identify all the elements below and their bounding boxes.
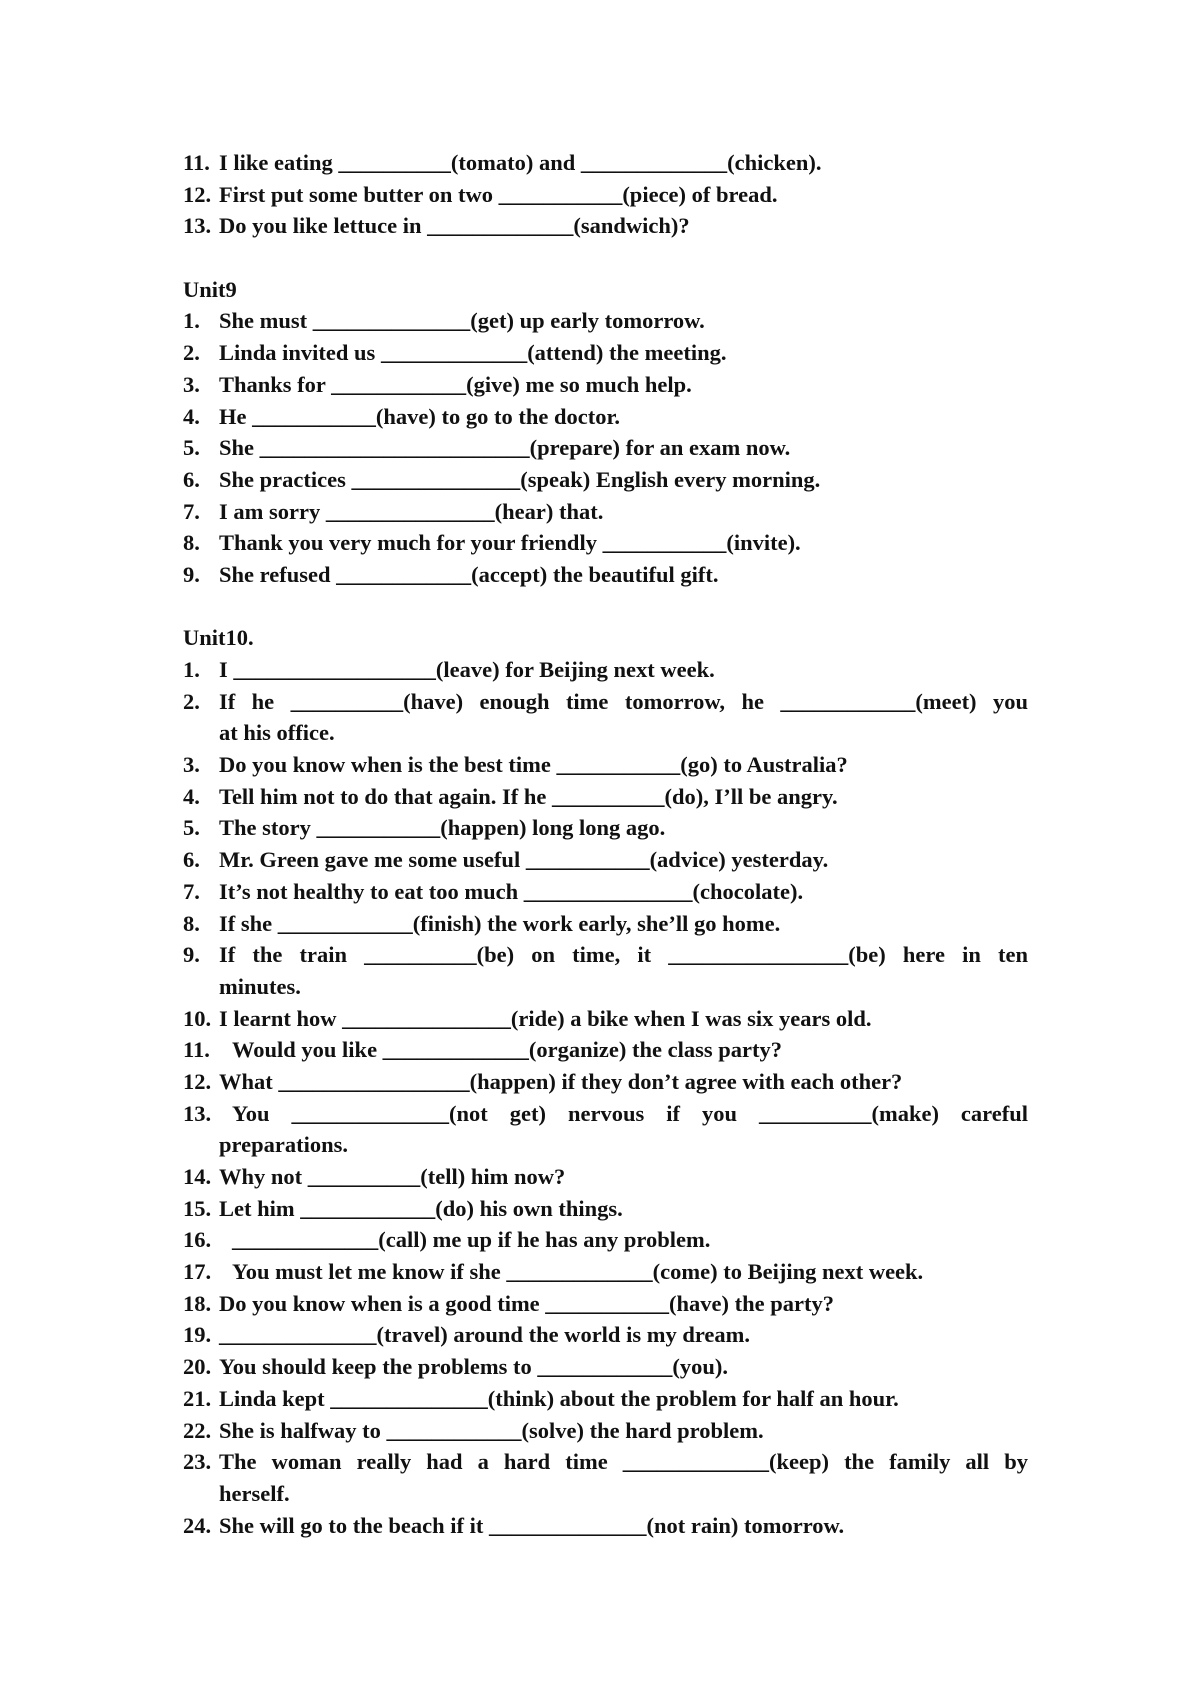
exercise-item (183, 939, 1028, 971)
worksheet-content (183, 147, 1028, 1541)
item-number: 17. (183, 1259, 212, 1285)
item-text: You ______________(not get) nervous if you __________(make) careful (232, 1100, 1028, 1126)
unit10-heading: Unit10. (183, 625, 254, 651)
exercise-item (183, 147, 1028, 179)
section-spacer (183, 242, 1028, 274)
item-number: 16. (183, 1227, 212, 1253)
item-text: Tell him not to do that again. If he __________(do), I’ll be angry. (219, 783, 838, 809)
item-number: 11. (183, 1037, 210, 1063)
exercise-item (183, 781, 1028, 813)
item-number: 13. (183, 213, 212, 239)
item-number: 8. (183, 530, 200, 556)
item-text: If the train __________(be) on time, it ________________(be) here in ten (219, 942, 1028, 968)
exercise-item (183, 1066, 1028, 1098)
item-number: 10. (183, 1005, 212, 1031)
exercise-item (183, 876, 1028, 908)
item-text: She will go to the beach if it ______________(not rain) tomorrow. (219, 1512, 845, 1538)
exercise-item (183, 1098, 1028, 1130)
item-text: The story ___________(happen) long long ago. (219, 815, 666, 841)
exercise-item (183, 1256, 1028, 1288)
item-text: He ___________(have) to go to the doctor. (219, 403, 620, 429)
exercise-item (183, 1415, 1028, 1447)
item-number: 6. (183, 466, 200, 492)
item-text: Do you know when is a good time ___________(have) the party? (219, 1290, 835, 1316)
exercise-item (183, 305, 1028, 337)
exercise-item (183, 686, 1028, 718)
exercise-item (183, 464, 1028, 496)
item-text: I am sorry _______________(hear) that. (219, 498, 604, 524)
item-text: First put some butter on two ___________(piece) of bread. (219, 181, 778, 207)
exercise-item (183, 1224, 1028, 1256)
item-text: If she ____________(finish) the work early, she’ll go home. (219, 910, 781, 936)
exercise-item (183, 337, 1028, 369)
item-continuation: minutes. (219, 973, 301, 999)
item-number: 9. (183, 561, 200, 587)
exercise-item (183, 1446, 1028, 1478)
item-text: Do you know when is the best time ___________(go) to Australia? (219, 752, 848, 778)
item-number: 5. (183, 815, 200, 841)
item-text: Why not __________(tell) him now? (219, 1164, 566, 1189)
item-number: 14. (183, 1164, 212, 1189)
exercise-item (183, 1510, 1028, 1542)
item-number: 3. (183, 752, 200, 778)
item-text: ______________(travel) around the world is my dream. (219, 1322, 751, 1348)
item-text: She practices _______________(speak) English every morning. (219, 466, 821, 492)
exercise-item (183, 812, 1028, 844)
item-text: I learnt how _______________(ride) a bike when I was six years old. (219, 1005, 872, 1031)
item-number: 5. (183, 435, 200, 461)
exercise-item (183, 496, 1028, 528)
item-text: If he __________(have) enough time tomorrow, he ____________(meet) you (219, 688, 1028, 714)
item-text: I __________________(leave) for Beijing next week. (219, 657, 715, 682)
exercise-item (183, 908, 1028, 940)
item-text: The woman really had a hard time _____________(keep) the family all by (219, 1449, 1028, 1475)
item-number: 2. (183, 688, 200, 714)
item-text: She is halfway to ____________(solve) the hard problem. (219, 1417, 764, 1443)
item-number: 13. (183, 1100, 212, 1126)
item-text: She refused ____________(accept) the beautiful gift. (219, 561, 719, 587)
item-number: 20. (183, 1354, 212, 1380)
item-number: 22. (183, 1417, 212, 1443)
item-number: 12. (183, 1068, 212, 1094)
item-text: It’s not healthy to eat too much _______________(chocolate). (219, 878, 804, 904)
item-number: 15. (183, 1195, 212, 1221)
item-number: 2. (183, 340, 200, 366)
item-number: 21. (183, 1385, 212, 1411)
item-text: Do you like lettuce in _____________(sandwich)? (219, 213, 690, 239)
exercise-item (183, 432, 1028, 464)
item-number: 4. (183, 403, 200, 429)
item-text: _____________(call) me up if he has any problem. (232, 1227, 711, 1253)
exercise-item (183, 179, 1028, 211)
item-text: Linda kept ______________(think) about the problem for half an hour. (219, 1385, 899, 1411)
item-continuation: preparations. (219, 1132, 348, 1158)
item-number: 11. (183, 150, 210, 175)
item-text: Thank you very much for your friendly ___________(invite). (219, 530, 801, 556)
exercise-item (183, 1034, 1028, 1066)
exercise-item (183, 654, 1028, 686)
item-number: 7. (183, 878, 200, 904)
item-text: Linda invited us _____________(attend) the meeting. (219, 340, 727, 366)
item-text: Would you like _____________(organize) the class party? (232, 1037, 782, 1063)
item-continuation: at his office. (219, 720, 335, 746)
exercise-item (183, 1161, 1028, 1193)
exercise-item (183, 527, 1028, 559)
item-number: 1. (183, 657, 200, 682)
exercise-item (183, 1319, 1028, 1351)
item-text: Let him ____________(do) his own things. (219, 1195, 623, 1221)
exercise-item (183, 210, 1028, 242)
exercise-item (183, 1193, 1028, 1225)
exercise-item (183, 749, 1028, 781)
item-number: 19. (183, 1322, 212, 1348)
item-text: What _________________(happen) if they don’t agree with each other? (219, 1068, 903, 1094)
exercise-item (183, 1383, 1028, 1415)
section-spacer (183, 591, 1028, 623)
item-text: You should keep the problems to ____________(you). (219, 1354, 729, 1380)
item-text: Thanks for ____________(give) me so much help. (219, 371, 692, 397)
item-number: 12. (183, 181, 212, 207)
item-continuation: herself. (219, 1480, 290, 1506)
item-number: 9. (183, 942, 200, 968)
item-number: 4. (183, 783, 200, 809)
item-number: 8. (183, 910, 200, 936)
exercise-item (183, 559, 1028, 591)
item-text: Mr. Green gave me some useful ___________(advice) yesterday. (219, 847, 829, 873)
exercise-item (183, 1351, 1028, 1383)
item-text: I like eating __________(tomato) and _____________(chicken). (219, 150, 822, 175)
item-number: 3. (183, 371, 200, 397)
item-number: 6. (183, 847, 200, 873)
item-number: 18. (183, 1290, 212, 1316)
item-number: 1. (183, 308, 200, 334)
item-number: 24. (183, 1512, 212, 1538)
item-number: 23. (183, 1449, 212, 1475)
unit9-heading: Unit9 (183, 276, 237, 302)
item-text: She ________________________(prepare) for an exam now. (219, 435, 791, 461)
exercise-item (183, 844, 1028, 876)
exercise-item (183, 369, 1028, 401)
exercise-item (183, 1288, 1028, 1320)
item-text: You must let me know if she _____________(come) to Beijing next week. (232, 1259, 924, 1285)
item-number: 7. (183, 498, 200, 524)
item-text: She must ______________(get) up early tomorrow. (219, 308, 705, 334)
exercise-item (183, 401, 1028, 433)
exercise-item (183, 1003, 1028, 1035)
